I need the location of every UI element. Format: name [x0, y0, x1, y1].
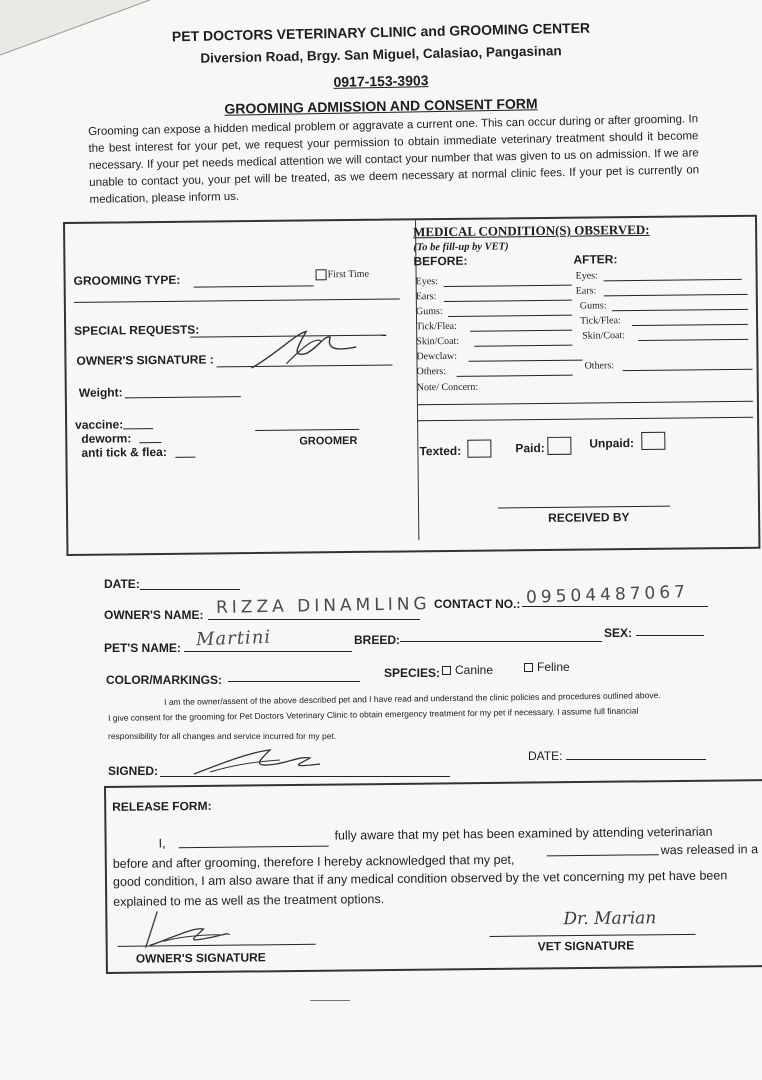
intro-paragraph: Grooming can expose a hidden medical problem or aggravate a current one. This can occur during or after grooming. In the best interest for your pet, we request your permission to obtain immediate veterinary treatment should it become necessary. If your pet needs medical attention we will contact your number that was given to us on admission. If we are unable to contact you, your pet will be treated, as we deem necessary at normal clinic fees. If your pet is currently on medication, please inform us. [88, 113, 700, 206]
contact-value[interactable]: 09504487067 [525, 582, 690, 608]
canine-option[interactable] [442, 663, 493, 677]
consent-line-3: responsibility for all changes and service incurred for my pet. [108, 731, 337, 741]
before-gums: Gums: [415, 306, 443, 318]
release-line-4: explained to me as well as the treatment options. [113, 892, 385, 909]
paid-label: Paid: [515, 440, 545, 456]
received-by-label: RECEIVED BY [548, 510, 630, 525]
date-label: DATE: [104, 577, 140, 591]
pet-name-label: PET'S NAME: [104, 641, 181, 655]
consent-line-2: I give consent for the grooming for Pet Doctors Veterinary Clinic to obtain emergency treatment for my pet if necessary. I assume full financial [108, 705, 639, 723]
consent-date-line[interactable] [566, 759, 706, 760]
vet-name-handwritten: Dr. Marian [563, 908, 657, 930]
form-title: GROOMING ADMISSION AND CONSENT FORM [224, 95, 538, 117]
groomer-label: GROOMER [299, 434, 358, 448]
before-ears: Ears: [415, 291, 437, 303]
note-line-1[interactable] [417, 401, 753, 406]
received-by-line[interactable] [498, 506, 670, 509]
after-ears: Ears: [575, 285, 597, 297]
clinic-name: PET DOCTORS VETERINARY CLINIC and GROOMING CENTER [171, 19, 591, 45]
before-eyes-line[interactable] [444, 285, 572, 287]
release-line-2b: was released in a [660, 842, 759, 858]
grooming-type-label: GROOMING TYPE: [73, 272, 181, 288]
grooming-type-line2[interactable] [74, 298, 400, 302]
after-eyes: Eyes: [575, 270, 598, 282]
grooming-type-line[interactable] [194, 285, 314, 287]
before-ears-line[interactable] [444, 300, 572, 302]
after-ears-line[interactable] [604, 294, 748, 297]
before-dewclaw: Dewclaw: [416, 350, 458, 363]
before-eyes: Eyes: [415, 276, 438, 288]
pet-name-value[interactable]: Martini [195, 626, 272, 651]
consent-date-label: DATE: [528, 749, 563, 763]
contact-label: CONTACT NO.: [434, 597, 521, 611]
before-others: Others: [416, 365, 447, 378]
vet-fill-note: (To be fill-up by VET) [413, 241, 509, 254]
texted-checkbox[interactable] [467, 440, 491, 458]
first-time-label: First Time [327, 268, 370, 281]
sex-line[interactable] [636, 635, 704, 636]
canine-checkbox[interactable] [442, 666, 451, 675]
clinic-phone: 0917-153-3903 [333, 72, 429, 90]
groomer-line[interactable] [255, 429, 359, 431]
owner-name-value[interactable]: RIZZA DINAMLING [215, 594, 431, 618]
release-line-1: fully aware that my pet has been examined by attending veterinarian [334, 824, 713, 843]
stray-mark [310, 1000, 350, 1001]
clinic-address: Diversion Road, Brgy. San Miguel, Calasiao, Pangasinan [200, 43, 562, 66]
breed-line[interactable] [400, 641, 602, 642]
release-box [104, 779, 762, 974]
date-line[interactable] [140, 589, 240, 590]
vet-sig-label: VET SIGNATURE [537, 938, 635, 954]
pet-name-line[interactable] [184, 651, 352, 652]
after-others: Others: [584, 360, 615, 372]
unpaid-checkbox[interactable] [641, 432, 665, 450]
deworm-label: deworm: [81, 431, 132, 446]
sex-label: SEX: [604, 626, 633, 640]
before-tick: Tick/Flea: [416, 320, 457, 333]
after-skin: Skin/Coat: [582, 330, 626, 342]
feline-checkbox[interactable] [524, 663, 533, 672]
before-dewclaw-line[interactable] [468, 360, 582, 362]
consent-line-1: I am the owner/assent of the above described pet and I have read and understand the clinic policies and procedures outlined above. [164, 690, 661, 707]
color-markings-line[interactable] [228, 681, 360, 682]
anti-tick-line[interactable] [175, 457, 195, 458]
release-owner-signature-scribble [123, 907, 233, 956]
signed-signature-scribble [190, 742, 330, 780]
unpaid-label: Unpaid: [589, 436, 635, 451]
after-eyes-line[interactable] [604, 279, 742, 281]
signed-label: SIGNED: [108, 764, 159, 778]
release-owner-sig-label: OWNER'S SIGNATURE [135, 950, 266, 966]
medical-condition-title: MEDICAL CONDITION(S) OBSERVED: [413, 221, 650, 240]
feline-label: Feline [537, 660, 570, 674]
note-concern-label: Note/ Concern: [416, 381, 479, 394]
before-tick-line[interactable] [470, 330, 572, 332]
after-skin-line[interactable] [638, 339, 748, 341]
deworm-line[interactable] [139, 442, 161, 443]
after-tick-line[interactable] [632, 324, 748, 326]
special-requests-label: SPECIAL REQUESTS: [74, 322, 200, 338]
vaccine-line[interactable] [123, 428, 153, 429]
release-line-2a: before and after grooming, therefore I hereby acknowledged that my pet, [112, 852, 515, 871]
texted-label: Texted: [419, 443, 462, 459]
canine-label: Canine [455, 663, 494, 677]
release-pet-line[interactable] [547, 854, 659, 856]
after-tick: Tick/Flea: [580, 315, 621, 327]
vaccine-label: vaccine: [75, 417, 124, 432]
owner-name-line[interactable] [208, 619, 420, 620]
before-skin-line[interactable] [474, 345, 572, 347]
owner-name-label: OWNER'S NAME: [104, 608, 204, 622]
feline-option[interactable] [524, 660, 570, 674]
anti-tick-label: anti tick & flea: [81, 444, 167, 460]
color-markings-label: COLOR/MARKINGS: [106, 673, 222, 687]
release-i: I, [158, 836, 166, 851]
release-line-3: good condition, I am also aware that if any medical condition observed by the vet concerning my pet have been [112, 868, 728, 889]
before-others-line[interactable] [457, 375, 573, 377]
after-others-line[interactable] [623, 369, 753, 371]
paid-checkbox[interactable] [547, 437, 571, 455]
note-line-2[interactable] [417, 417, 753, 422]
breed-label: BREED: [354, 633, 401, 647]
admission-box [63, 215, 760, 556]
owner-signature-label: OWNER'S SIGNATURE : [76, 352, 214, 368]
release-name-line[interactable] [179, 846, 329, 849]
before-skin: Skin/Coat: [416, 335, 460, 348]
species-label: SPECIES: [384, 666, 441, 680]
after-label: AFTER: [573, 252, 618, 267]
owner-signature-scribble [246, 323, 367, 374]
weight-label: Weight: [78, 385, 123, 400]
after-gums-line[interactable] [612, 309, 748, 311]
after-gums: Gums: [579, 300, 607, 312]
before-gums-line[interactable] [448, 315, 572, 317]
first-time-checkbox[interactable] [316, 269, 327, 280]
vet-sig-line[interactable] [490, 934, 696, 937]
weight-line[interactable] [125, 396, 241, 398]
before-label: BEFORE: [413, 253, 468, 269]
release-title: RELEASE FORM: [112, 798, 212, 814]
